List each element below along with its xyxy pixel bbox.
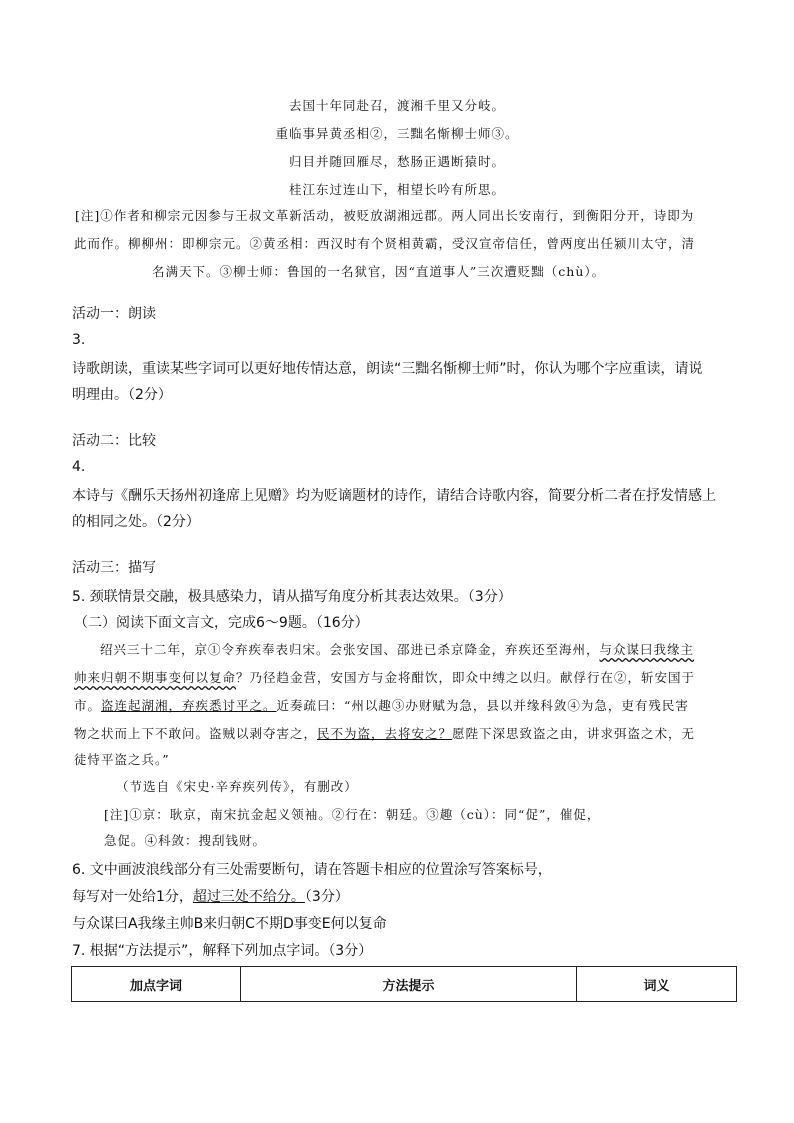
poem-note-line-3: 名满天下。③柳士师：鲁国的一名狱官，因“直道事人”三次遭贬黜（chù）。	[152, 264, 606, 279]
activity-1-heading: 活动一：朗读	[72, 306, 156, 322]
underlined-sentence: 盗连起湖湘，弃疾悉讨平之。	[101, 698, 277, 713]
passage-note-line-2: 急促。④科敛：搜刮钱财。	[104, 833, 267, 848]
section-2-heading: （二）阅读下面文言文，完成6～9题。（16分）	[74, 615, 369, 631]
question-6-points: （3分）	[304, 889, 349, 905]
table-header-method: 方法提示	[241, 967, 577, 1002]
table-header-word: 加点字词	[72, 967, 241, 1002]
passage-note-line-1: [注]①京：耿京，南宋抗金起义领袖。②行在：朝廷。③趣（cù）：同“促”，催促，	[104, 807, 601, 822]
wavy-underlined-text: 与众谋曰我缘主	[599, 642, 695, 657]
table-header-meaning: 词义	[576, 967, 736, 1002]
wavy-underlined-text: 帅来归朝不期事变何以复命	[74, 670, 237, 685]
passage-source: （节选自《宋史·辛弃疾列传》，有删改）	[116, 779, 358, 794]
passage-line-3	[74, 696, 689, 714]
poem-line-1: 去国十年同赴召，渡湘千里又分岐。	[288, 98, 505, 113]
underlined-sentence: 民不为盗，去将安之？	[317, 726, 453, 741]
poem-line-4: 桂江东过连山下，相望长吟有所思。	[288, 182, 505, 197]
activity-3-heading: 活动三：描写	[72, 560, 156, 576]
question-4-line-1: 本诗与《酬乐天扬州初逢席上见赠》均为贬谪题材的诗作，请结合诗歌内容，简要分析二者在抒发情感上	[72, 488, 716, 504]
poem-line-3: 归目并随回雁尽，愁肠正遇断猿时。	[288, 154, 505, 169]
question-5: 5. 颈联情景交融，极具感染力，请从描写角度分析其表达效果。（3分）	[72, 589, 512, 605]
passage-line-5: 徒恃平盗之兵。”	[74, 752, 170, 767]
passage-text: ？乃径趋金营，安国方与金将酣饮，即众中缚之以归。献俘行在②，斩安国于	[236, 670, 696, 685]
question-3-number: 3.	[72, 332, 86, 348]
passage-text: 市。	[74, 698, 102, 713]
passage-line-4	[74, 724, 695, 742]
poem-note-line-2: 此而作。柳柳州：即柳宗元。②黄丞相：西汉时有个贤相黄霸，受汉宣帝信任，曾两度出任颍川太守，清	[74, 236, 696, 251]
passage-text: 绍兴三十二年，京①令弃疾奉表归宋。会张安国、邵进已杀京降金，弃疾还至海州，	[100, 642, 600, 657]
question-6-text: 每写对一处给1分，	[72, 889, 193, 905]
passage-text: 近奏疏曰：“州以趣③办财赋为急，县以并缘科敛④为急，吏有残民害	[276, 698, 689, 713]
passage-text: 愿陛下深思致盗之由，讲求弭盗之术，无	[452, 726, 696, 741]
activity-2-heading: 活动二：比较	[72, 433, 156, 449]
question-6-line-1: 6. 文中画波浪线部分有三处需要断句，请在答题卡相应的位置涂写答案标号，	[72, 862, 552, 878]
question-6-line-2	[72, 886, 349, 906]
question-4-line-2: 的相同之处。（2分）	[72, 514, 200, 530]
question-6-line-3: 与众谋曰A我缘主帅B来归朝C不期D事变E何以复命	[72, 916, 387, 932]
answer-table	[71, 966, 737, 1002]
table-header-row	[72, 967, 737, 1002]
question-3-line-1: 诗歌朗读，重读某些字词可以更好地传情达意，朗读“三黜名惭柳士师”时，你认为哪个字应重读，请说	[72, 361, 703, 377]
poem-note-line-1: [注]①作者和柳宗元因参与王叔文革新活动，被贬放湖湘远郡。两人同出长安南行，到衡阳分开，诗即为	[75, 208, 695, 223]
question-7-line-1: 7. 根据“方法提示”，解释下列加点字词。（3分）	[72, 943, 373, 959]
question-4-number: 4.	[72, 459, 86, 475]
passage-line-2	[74, 668, 695, 686]
passage-text: 物之状而上下不敢问。盗贼以剥夺害之，	[74, 726, 318, 741]
poem-line-2: 重临事异黄丞相②，三黜名惭柳士师③。	[275, 126, 519, 141]
passage-line-1	[100, 640, 694, 658]
underlined-text: 超过三处不给分。	[192, 889, 305, 905]
question-3-line-2: 明理由。（2分）	[72, 387, 172, 403]
